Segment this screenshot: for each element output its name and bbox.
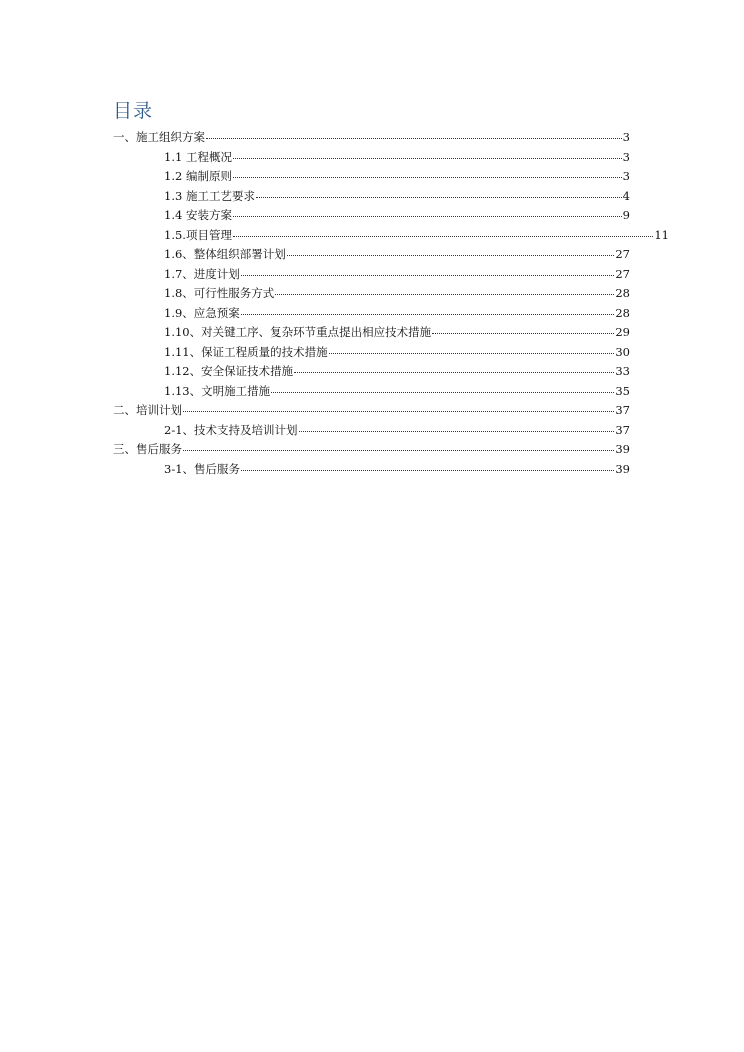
toc-entry[interactable] <box>113 128 630 148</box>
dot-leader <box>233 227 653 239</box>
toc-entry-page: 39 <box>615 442 630 456</box>
toc-entry-label: 一、施工组织方案 <box>113 130 205 144</box>
toc-entry[interactable] <box>113 323 630 343</box>
toc-entry-page: 29 <box>615 325 630 339</box>
toc-entry-page: 28 <box>615 286 630 300</box>
toc-entry[interactable] <box>113 401 630 421</box>
dot-leader <box>233 149 622 161</box>
toc-entry-label: 1.11、保证工程质量的技术措施 <box>164 344 328 359</box>
toc-entry[interactable] <box>113 206 630 226</box>
toc-entry-label: 1.4 安装方案 <box>164 208 232 222</box>
toc-entry-label: 1.12、安全保证技术措施 <box>164 364 294 378</box>
dot-leader <box>241 305 615 317</box>
toc-entry[interactable] <box>113 284 630 304</box>
toc-entry[interactable] <box>113 304 630 324</box>
toc-entry-label: 1.8、可行性服务方式 <box>164 286 275 300</box>
toc-entry[interactable] <box>113 440 630 460</box>
toc-entry-page: 27 <box>615 266 630 281</box>
dot-leader <box>299 422 615 434</box>
toc-entry[interactable] <box>113 382 630 402</box>
dot-leader <box>233 207 622 219</box>
toc-entry-page: 39 <box>615 461 630 476</box>
dot-leader <box>241 461 614 473</box>
toc-entry-label: 1.6、整体组织部署计划 <box>164 247 286 261</box>
dot-leader <box>206 129 622 141</box>
dot-leader <box>183 441 614 453</box>
toc-entry-page: 3 <box>622 149 630 164</box>
toc-entry-label: 3-1、售后服务 <box>164 461 241 476</box>
toc-entry-page: 30 <box>615 344 630 359</box>
dot-leader <box>275 285 614 297</box>
dot-leader <box>241 266 615 278</box>
toc-entry-page: 3 <box>622 169 630 183</box>
dot-leader <box>287 246 615 258</box>
toc-entry-label: 1.3 施工工艺要求 <box>164 188 255 203</box>
toc-entry-page: 27 <box>615 247 630 261</box>
toc-entry-page: 11 <box>654 227 669 242</box>
toc-entry-label: 1.13、文明施工措施 <box>164 383 271 398</box>
dot-leader <box>183 402 614 414</box>
toc-title: 目录 <box>113 100 154 122</box>
toc-entry[interactable] <box>113 265 630 285</box>
toc-entry-page: 4 <box>622 188 630 203</box>
toc-entry-label: 1.7、进度计划 <box>164 266 240 281</box>
toc-entry[interactable] <box>113 343 630 363</box>
dot-leader <box>294 363 614 375</box>
dot-leader <box>271 383 614 395</box>
toc-entry-label: 1.10、对关键工序、复杂环节重点提出相应技术措施 <box>164 325 432 339</box>
toc-entry-label: 三、售后服务 <box>113 442 182 456</box>
toc-entry-label: 1.5.项目管理 <box>164 227 232 242</box>
toc-entry[interactable] <box>113 148 630 168</box>
toc-entry-label: 1.2 编制原则 <box>164 169 232 183</box>
dot-leader <box>256 188 622 200</box>
toc-entry[interactable] <box>113 245 630 265</box>
toc-entry[interactable] <box>113 421 630 441</box>
toc-entry-page: 37 <box>615 403 630 417</box>
toc-list <box>113 128 669 479</box>
dot-leader <box>233 168 622 180</box>
toc-entry-label: 2-1、技术支持及培训计划 <box>164 422 298 437</box>
toc-entry[interactable] <box>113 167 630 187</box>
toc-entry[interactable] <box>113 187 630 207</box>
toc-entry-page: 3 <box>622 130 630 144</box>
toc-entry-label: 1.9、应急预案 <box>164 305 240 320</box>
toc-entry-page: 28 <box>615 305 630 320</box>
dot-leader <box>329 344 615 356</box>
toc-entry[interactable] <box>113 460 630 480</box>
dot-leader <box>432 324 614 336</box>
toc-entry-label: 1.1 工程概况 <box>164 149 232 164</box>
toc-entry-page: 9 <box>622 208 630 222</box>
toc-entry-label: 二、培训计划 <box>113 403 182 417</box>
toc-entry-page: 33 <box>615 364 630 378</box>
toc-entry-page: 37 <box>615 422 630 437</box>
toc-entry-page: 35 <box>615 383 630 398</box>
toc-entry[interactable] <box>113 226 669 246</box>
toc-entry[interactable] <box>113 362 630 382</box>
